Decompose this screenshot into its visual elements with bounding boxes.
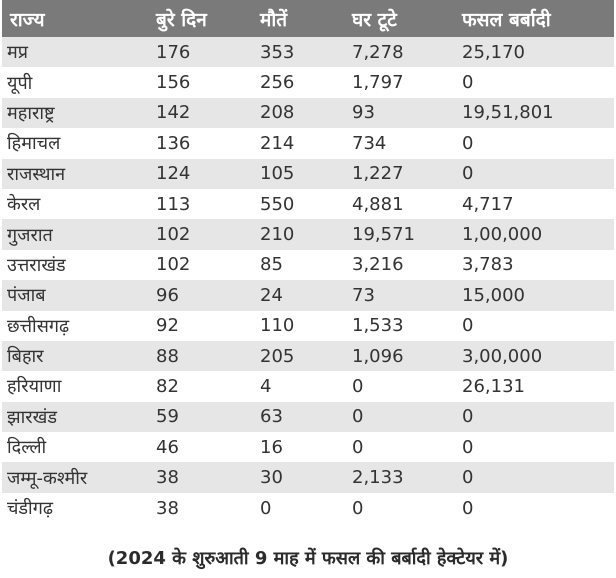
cell-state: छत्तीसगढ़ xyxy=(7,315,70,337)
cell-bad-days: 102 xyxy=(156,224,191,246)
cell-crop-loss: 0 xyxy=(462,436,474,458)
cell-houses-damaged: 7,278 xyxy=(352,41,404,63)
table-row xyxy=(2,402,614,432)
table-row xyxy=(2,462,614,492)
cell-state: उत्तराखंड xyxy=(7,254,66,276)
cell-houses-damaged: 1,533 xyxy=(352,315,404,337)
cell-houses-damaged: 1,797 xyxy=(352,72,404,94)
table-row xyxy=(2,37,614,67)
cell-crop-loss: 1,00,000 xyxy=(462,224,543,246)
cell-houses-damaged: 0 xyxy=(352,436,364,458)
cell-bad-days: 124 xyxy=(156,163,191,185)
cell-state: बिहार xyxy=(7,346,44,368)
cell-crop-loss: 26,131 xyxy=(462,375,525,397)
table-row xyxy=(2,128,614,158)
header-bad-days: बुरे दिन xyxy=(156,8,207,31)
data-table xyxy=(2,0,614,523)
cell-deaths: 4 xyxy=(260,375,272,397)
cell-crop-loss: 0 xyxy=(462,497,474,519)
header-deaths: मौतें xyxy=(260,8,288,31)
table-row xyxy=(2,67,614,97)
cell-state: यूपी xyxy=(7,72,33,94)
cell-state: चंडीगढ़ xyxy=(7,498,53,520)
cell-crop-loss: 3,00,000 xyxy=(462,345,543,367)
table-row xyxy=(2,311,614,341)
cell-deaths: 110 xyxy=(260,315,295,337)
cell-houses-damaged: 2,133 xyxy=(352,467,404,489)
cell-bad-days: 113 xyxy=(156,193,191,215)
footnote: (2024 के शुरुआती 9 माह में फसल की बर्बादी हेक्टेयर में) xyxy=(107,548,509,569)
table-row xyxy=(2,341,614,371)
cell-deaths: 208 xyxy=(260,102,295,124)
cell-crop-loss: 0 xyxy=(462,132,474,154)
cell-state: हिमाचल xyxy=(7,133,61,155)
cell-houses-damaged: 3,216 xyxy=(352,254,404,276)
table-row xyxy=(2,98,614,128)
cell-bad-days: 59 xyxy=(156,406,179,428)
cell-state: पंजाब xyxy=(7,285,46,307)
cell-state: जम्मू-कश्मीर xyxy=(7,467,88,489)
cell-houses-damaged: 4,881 xyxy=(352,193,404,215)
cell-crop-loss: 25,170 xyxy=(462,41,525,63)
cell-state: मप्र xyxy=(7,42,29,64)
cell-bad-days: 92 xyxy=(156,315,179,337)
cell-bad-days: 46 xyxy=(156,436,179,458)
cell-houses-damaged: 0 xyxy=(352,375,364,397)
cell-state: हरियाणा xyxy=(7,376,62,398)
table-header xyxy=(2,0,614,37)
cell-crop-loss: 0 xyxy=(462,163,474,185)
cell-bad-days: 82 xyxy=(156,375,179,397)
cell-houses-damaged: 73 xyxy=(352,284,375,306)
cell-deaths: 205 xyxy=(260,345,295,367)
table-row xyxy=(2,250,614,280)
cell-houses-damaged: 19,571 xyxy=(352,224,415,246)
cell-bad-days: 156 xyxy=(156,72,191,94)
table-row xyxy=(2,493,614,523)
cell-crop-loss: 0 xyxy=(462,406,474,428)
cell-state: गुजरात xyxy=(7,224,53,246)
cell-bad-days: 176 xyxy=(156,41,191,63)
cell-houses-damaged: 734 xyxy=(352,132,387,154)
table-row xyxy=(2,371,614,401)
cell-deaths: 105 xyxy=(260,163,295,185)
cell-bad-days: 136 xyxy=(156,132,191,154)
cell-deaths: 24 xyxy=(260,284,283,306)
table-row xyxy=(2,280,614,310)
cell-bad-days: 38 xyxy=(156,497,179,519)
cell-crop-loss: 3,783 xyxy=(462,254,514,276)
cell-deaths: 85 xyxy=(260,254,283,276)
cell-state: झारखंड xyxy=(7,406,57,428)
cell-deaths: 16 xyxy=(260,436,283,458)
cell-bad-days: 142 xyxy=(156,102,191,124)
header-crop-loss: फसल बर्बादी xyxy=(462,8,551,31)
table-body xyxy=(2,37,614,523)
cell-state: राजस्थान xyxy=(7,163,66,185)
table-row xyxy=(2,432,614,462)
cell-crop-loss: 19,51,801 xyxy=(462,102,554,124)
cell-deaths: 256 xyxy=(260,72,295,94)
table-row xyxy=(2,219,614,249)
cell-deaths: 210 xyxy=(260,224,295,246)
cell-crop-loss: 0 xyxy=(462,467,474,489)
cell-deaths: 550 xyxy=(260,193,295,215)
cell-crop-loss: 0 xyxy=(462,315,474,337)
cell-deaths: 30 xyxy=(260,467,283,489)
cell-bad-days: 38 xyxy=(156,467,179,489)
cell-crop-loss: 4,717 xyxy=(462,193,514,215)
cell-houses-damaged: 0 xyxy=(352,497,364,519)
header-state: राज्य xyxy=(10,8,45,31)
table-row xyxy=(2,159,614,189)
cell-crop-loss: 15,000 xyxy=(462,284,525,306)
cell-deaths: 0 xyxy=(260,497,272,519)
cell-houses-damaged: 93 xyxy=(352,102,375,124)
cell-state: केरल xyxy=(7,194,41,216)
cell-crop-loss: 0 xyxy=(462,72,474,94)
cell-houses-damaged: 1,227 xyxy=(352,163,404,185)
cell-bad-days: 88 xyxy=(156,345,179,367)
cell-houses-damaged: 1,096 xyxy=(352,345,404,367)
cell-state: दिल्ली xyxy=(7,437,47,459)
table-row xyxy=(2,189,614,219)
cell-deaths: 63 xyxy=(260,406,283,428)
header-houses-damaged: घर टूटे xyxy=(352,8,397,31)
cell-houses-damaged: 0 xyxy=(352,406,364,428)
cell-deaths: 214 xyxy=(260,132,295,154)
cell-bad-days: 102 xyxy=(156,254,191,276)
cell-state: महाराष्ट्र xyxy=(7,102,55,124)
cell-bad-days: 96 xyxy=(156,284,179,306)
cell-deaths: 353 xyxy=(260,41,295,63)
